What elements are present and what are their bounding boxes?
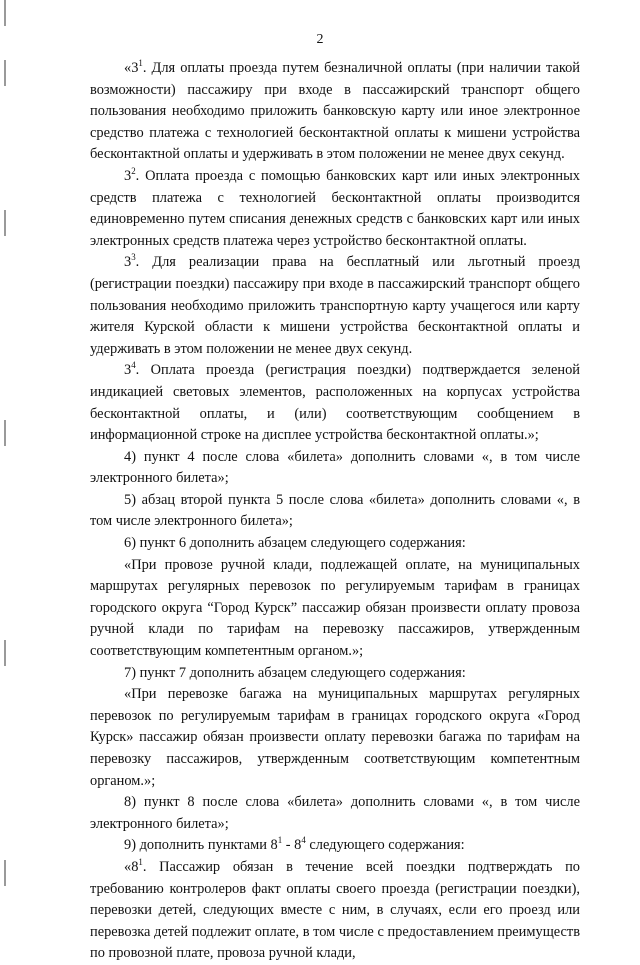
paragraph-3-1: «$3^1$. Для оплаты проезда путем безналичной оплаты (при наличии такой возможности) пассажиру при входе в пассажирский транспорт общего пользования необходимо приложить банковскую карту или иное электронное средство платежа с технологией бесконтактной оплаты к мишени устройства бесконтактной оплаты и удерживать в этом положении не менее двух секунд. [90, 58, 580, 163]
paragraph-item-9: 9) дополнить пунктами $8^1 - 8^4$ следующего содержания: [124, 835, 465, 854]
paragraph-hand-luggage: «При провозе ручной клади, подлежащей оплате, на муниципальных маршрутах регулярных перевозок по регулируемым тарифам в границах городского округа “Город Курск” пассажир обязан произвести оплату провоза ручной клади по тарифам на перевозку пассажиров, утвержденным соответствующим компетентным органом.»; [90, 556, 580, 660]
paragraph-item-7: 7) пункт 7 дополнить абзацем следующего содержания: [124, 664, 466, 681]
scan-edge-mark [4, 0, 6, 26]
scan-edge-mark [4, 860, 6, 886]
paragraph-baggage: «При перевозке багажа на муниципальных маршрутах регулярных перевозок по регулируемым тарифам в границах городского округа «Город Курск» пассажир обязан произвести оплату перевозки багажа по тарифам на перевозку пассажиров, утвержденным соответствующим компетентным органом.»; [90, 686, 580, 789]
paragraph-8-1: «$8^1$. Пассажир обязан в течение всей поездки подтверждать по требованию контролеров факт оплаты своего проезда (регистрации поездки), перевозки детей, следующих вместе с ним, в случаях, если его проезд или перевозка детей подлежит оплате, в том числе с предоставлением преимуществ по провозной плате, провоза ручной клади, [90, 857, 580, 962]
paragraph-3-2: $3^2$. Оплата проезда с помощью банковских карт или иных электронных средств платежа с технологией бесконтактной оплаты производится единовременно путем списания денежных средств с банковских карт или иных электронных средств платежа через устройство бесконтактной оплаты. [90, 166, 580, 249]
paragraph-item-6: 6) пункт 6 дополнить абзацем следующего содержания: [124, 535, 466, 552]
scan-edge-mark [4, 420, 6, 446]
paragraph-item-8: 8) пункт 8 после слова «билета» дополнить словами «, в том числе электронного билета»; [90, 794, 580, 832]
paragraph-item-4: 4) пункт 4 после слова «билета» дополнить словами «, в том числе электронного билета»; [90, 448, 580, 487]
scan-edge-mark [4, 640, 6, 666]
paragraph-item-5: 5) абзац второй пункта 5 после слова «билета» дополнить словами «, в том числе электронного билета»; [90, 491, 580, 530]
document-body [90, 58, 580, 965]
scan-edge-mark [4, 210, 6, 236]
page-number: 2 [316, 32, 324, 47]
scan-edge-mark [4, 60, 6, 86]
paragraph-3-3: $3^3$. Для реализации права на бесплатный или льготный проезд (регистрации поездки) пассажиру при входе в пассажирский транспорт общего пользования необходимо приложить транспортную карту учащегося или карту жителя Курской области к мишени устройства бесконтактной оплаты и удерживать в этом положении не менее двух секунд. [90, 252, 580, 357]
paragraph-3-4: $3^4$. Оплата проезда (регистрация поездки) подтверждается зеленой индикацией световых элементов, расположенных на корпусах устройства бесконтактной оплаты, и (или) соответствующим сообщением в информационной строке на дисплее устройства бесконтактной оплаты.»; [90, 360, 580, 444]
